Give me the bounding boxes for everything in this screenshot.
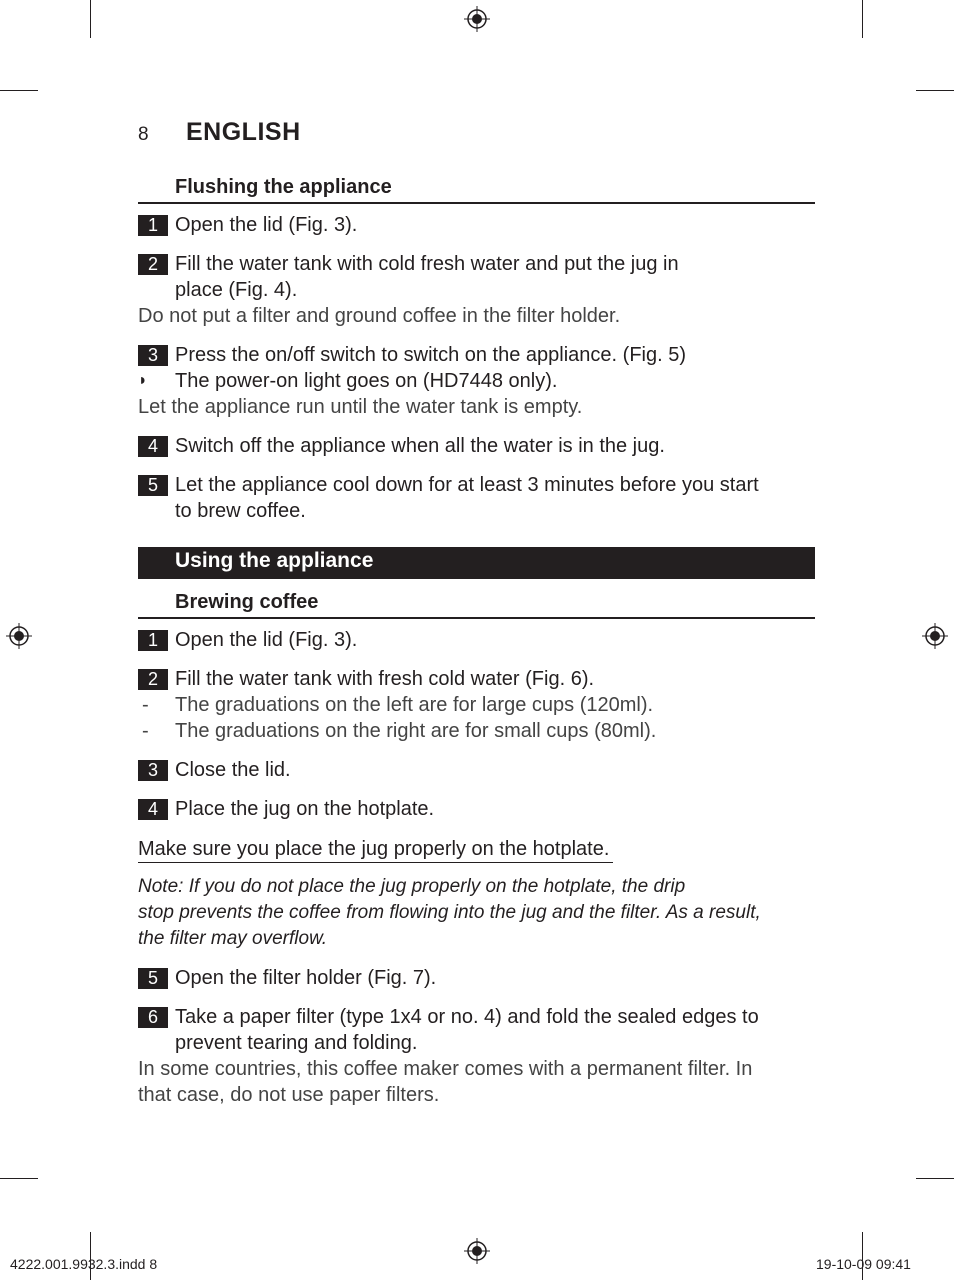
step-text: Fill the water tank with cold fresh water and put the jug in — [175, 253, 679, 275]
result-arrow-icon: ◗ — [138, 372, 148, 389]
step-text: Place the jug on the hotplate. — [175, 798, 435, 820]
step-text-continued: place (Fig. 4). — [175, 279, 298, 301]
info-note: Let the appliance run until the water tank is empty. — [138, 396, 583, 418]
crop-mark-top-left-v — [90, 0, 91, 38]
step-number: 2 — [138, 254, 168, 275]
footer-date-time: 19-10-09 09:41 — [816, 1256, 911, 1272]
step-text: Open the lid (Fig. 3). — [175, 629, 358, 651]
step-text: Switch off the appliance when all the water is in the jug. — [175, 435, 665, 457]
bullet-text: The power-on light goes on (HD7448 only). — [175, 370, 558, 392]
step-text-continued: to brew coffee. — [175, 500, 306, 522]
page-number: 8 — [138, 124, 149, 145]
language-title: ENGLISH — [186, 118, 301, 146]
dash-text: The graduations on the right are for small cups (80ml). — [175, 720, 657, 742]
note-line: the filter may overflow. — [138, 928, 328, 949]
step-text: Close the lid. — [175, 759, 291, 781]
registration-mark-icon — [922, 623, 948, 649]
step-text: Open the lid (Fig. 3). — [175, 214, 358, 236]
step-number: 1 — [138, 215, 168, 236]
step-text: Open the filter holder (Fig. 7). — [175, 967, 437, 989]
section-title: Using the appliance — [175, 549, 374, 572]
crop-mark-top-left-h — [0, 90, 38, 91]
registration-mark-icon — [464, 1238, 490, 1264]
footer-file-info: 4222.001.9932.3.indd 8 — [10, 1256, 158, 1272]
step-number: 5 — [138, 475, 168, 496]
heading-rule — [138, 617, 815, 619]
dash-symbol: - — [142, 694, 149, 716]
registration-mark-icon — [464, 6, 490, 32]
step-number: 3 — [138, 345, 168, 366]
flushing-heading: Flushing the appliance — [175, 176, 392, 198]
step-text: Let the appliance cool down for at least 3 minutes before you start — [175, 474, 759, 496]
step-number: 2 — [138, 669, 168, 690]
step-number: 1 — [138, 630, 168, 651]
step-text: Press the on/off switch to switch on the appliance. (Fig. 5) — [175, 344, 686, 366]
note-line: Note: If you do not place the jug properly on the hotplate, the drip — [138, 876, 686, 897]
step-text: Fill the water tank with fresh cold water (Fig. 6). — [175, 668, 595, 690]
step-number: 4 — [138, 436, 168, 457]
section-title-bar — [138, 547, 815, 579]
info-note: Do not put a filter and ground coffee in the filter holder. — [138, 305, 621, 327]
step-text-continued: prevent tearing and folding. — [175, 1032, 418, 1054]
info-note: In some countries, this coffee maker comes with a permanent filter. In — [138, 1058, 753, 1080]
registration-mark-icon — [6, 623, 32, 649]
step-number: 5 — [138, 968, 168, 989]
dash-text: The graduations on the left are for large cups (120ml). — [175, 694, 654, 716]
brewing-heading: Brewing coffee — [175, 591, 319, 613]
step-number: 3 — [138, 760, 168, 781]
step-text: Take a paper filter (type 1x4 or no. 4) and fold the sealed edges to — [175, 1006, 759, 1028]
step-number: 4 — [138, 799, 168, 820]
crop-mark-top-right-h — [916, 90, 954, 91]
note-line: stop prevents the coffee from flowing into the jug and the filter. As a result, — [138, 902, 761, 923]
info-note: that case, do not use paper filters. — [138, 1084, 440, 1106]
warning-note: Make sure you place the jug properly on the hotplate. — [138, 836, 613, 863]
dash-symbol: - — [142, 720, 149, 742]
crop-mark-bottom-right-h — [916, 1178, 954, 1179]
crop-mark-top-right-v — [862, 0, 863, 38]
heading-rule — [138, 202, 815, 204]
crop-mark-bottom-left-h — [0, 1178, 38, 1179]
step-number: 6 — [138, 1007, 168, 1028]
